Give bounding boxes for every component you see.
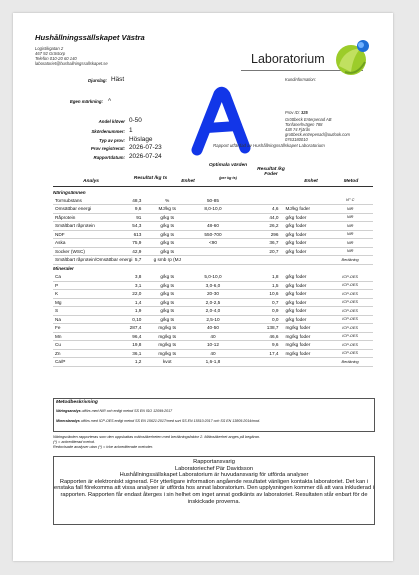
cell-enhet: g/kg ts: [144, 239, 190, 248]
report-issued-by: Rapport utfärdad av Hushållningssällskapet Laboratorium: [213, 143, 325, 148]
cell-metod: ICP-OES: [327, 332, 373, 341]
org-email[interactable]: laboratoriet@hushallningssallskapet.se: [35, 61, 108, 66]
cell-metod: ICP-OES: [327, 324, 373, 333]
cell-metod: NIR: [327, 213, 373, 222]
table-group-header: [53, 188, 373, 197]
cell-analys: Ca: [53, 273, 99, 281]
prov-id-label: Prov ID:: [285, 110, 300, 115]
results-table: [53, 188, 373, 367]
cell-enhet-foder: g/kg foder: [282, 239, 328, 248]
cell-analys: Mn: [53, 332, 99, 341]
table-row: [53, 349, 373, 358]
cell-metod: Beräkning: [327, 358, 373, 367]
cell-analys: Socker (WSC): [53, 247, 99, 256]
cell-analys: Omsättbar energi: [53, 205, 99, 214]
cell-resultat-ts: 75,9: [99, 239, 145, 248]
org-address-line: Logistikgatan 2: [35, 46, 64, 51]
cell-enhet-foder: g/kg foder: [282, 298, 328, 307]
table-header-rule: [53, 186, 373, 187]
table-row: [53, 341, 373, 350]
cell-resultat-foder: 9,6: [236, 341, 282, 350]
customer-city: 438 74 Fjärås: [285, 127, 311, 132]
cell-metod: ICP-OES: [327, 273, 373, 281]
cell-analys: Råprotein: [53, 213, 99, 222]
cell-metod: ICP-OES: [327, 307, 373, 316]
cell-enhet: MJ/kg ts: [144, 205, 190, 214]
cell-optimala: 8,0-10,0: [190, 205, 236, 214]
lab-title: Laboratorium: [251, 52, 325, 66]
cell-analys: Smältbart råprotein/Omsättbar energi: [55, 257, 133, 263]
cell-analys: Torrsubstans: [53, 197, 99, 205]
egen-markning-value: A: [108, 97, 112, 102]
cell-enhet: g/kg ts: [144, 290, 190, 299]
cell-enhet: g/kg ts: [144, 307, 190, 316]
table-row: [53, 273, 373, 281]
cell-resultat-foder: 0,0: [236, 315, 282, 324]
cell-enhet-foder: g/kg foder: [282, 290, 328, 299]
cell-metod: NIR: [327, 222, 373, 231]
col-resultat-foder: Resultat /kg Foder: [257, 167, 285, 178]
col-metod: Metod: [343, 179, 359, 184]
cell-optimala: 2,0-2,5: [190, 298, 236, 307]
andel-klover-value: 0-50: [129, 117, 142, 124]
cell-resultat-foder: 138,7: [236, 324, 282, 333]
rapportdatum-label: Rapportdatum:: [93, 155, 125, 160]
table-row: [53, 332, 373, 341]
customer-street: Tonfanerhvägen 788: [285, 122, 323, 127]
cell-enhet: g/kg ts: [144, 247, 190, 256]
cell-enhet-foder: g/kg foder: [282, 230, 328, 239]
note-line: (*) = ackrediterad metod.: [53, 440, 95, 444]
cell-enhet-foder: [282, 358, 328, 367]
table-row: [53, 222, 373, 231]
sign-name: Laboratoriechef Pär Davidsson: [174, 465, 254, 472]
method-nir-text: utförs med NIR och enligt metod SS EN ISO 12099:2017: [81, 409, 173, 413]
org-phone: Telefon 010-20 60 140: [35, 56, 77, 61]
cell-metod: Beräkning: [327, 256, 373, 265]
cell-resultat-foder: [236, 197, 282, 205]
cell-resultat-ts: 3,1: [99, 281, 145, 290]
cell-enhet-foder: [282, 256, 328, 265]
cell-resultat-foder: 0,9: [236, 307, 282, 316]
cell-optimala: 10-12: [190, 341, 236, 350]
andel-klover-label: Andel klöver: [98, 119, 125, 124]
cell-enhet-foder: g/kg foder: [282, 222, 328, 231]
cell-enhet: mg/kg ts: [144, 332, 190, 341]
cell-metod: ICP-OES: [327, 349, 373, 358]
cell-optimala: [190, 256, 236, 265]
cell-optimala: 5,0-10,0: [190, 273, 236, 281]
cell-enhet-foder: MJ/kg foder: [282, 205, 328, 214]
cell-resultat-ts: 3,8: [99, 273, 145, 281]
col-resultat-ts: Resultat /kg ts: [133, 176, 168, 181]
method-title: Metodbeskrivning: [56, 400, 98, 405]
table-row: [53, 281, 373, 290]
sign-title: Rapportansvarig: [193, 459, 235, 465]
cell-optimala: [190, 213, 236, 222]
cell-analys: K: [53, 290, 99, 299]
cell-metod: NIR: [327, 239, 373, 248]
group-title: Näringsämnen: [53, 189, 86, 195]
cell-enhet-foder: mg/kg foder: [282, 341, 328, 350]
skordenummer-label: Skördenummer:: [91, 129, 125, 134]
typ-av-prov-label: Typ av prov:: [99, 138, 125, 143]
table-row: [53, 205, 373, 214]
cell-resultat-foder: 4,6: [236, 205, 282, 214]
cell-resultat-foder: 26,2: [236, 222, 282, 231]
note-line: Redovisade analyser utan (*) = icke ackrediterade metoder.: [53, 445, 154, 449]
cell-optimala: 20-30: [190, 290, 236, 299]
report-notes: [53, 435, 260, 450]
cell-resultat-foder: 36,7: [236, 239, 282, 248]
djurslag-label: Djurslag:: [87, 78, 107, 83]
cell-metod: ICP-OES: [327, 298, 373, 307]
cell-analys: Smältbart råprotein: [53, 222, 99, 231]
table-row: [53, 256, 373, 265]
table-row: [53, 213, 373, 222]
prov-registrerat-label: Prov registrerat:: [90, 146, 125, 151]
cell-analys: S: [53, 307, 99, 316]
org-name: Hushållningssällskapet Västra: [35, 33, 145, 42]
cell-resultat-foder: [236, 358, 282, 367]
cell-optimala: 40: [190, 349, 236, 358]
method-mineral-label: Mineralanalys: [56, 419, 80, 423]
prov-id-value: 325: [301, 110, 308, 115]
cell-resultat-foder: 1,5: [236, 281, 282, 290]
signature-box: [53, 456, 375, 525]
cell-optimala: 2,5-10: [190, 315, 236, 324]
method-mineral-text: utförs med ICP-OES enligt metod SS EN 15621:2017/med surt SS EN 15510:2017 och SS EN 13805:2014/mod.: [80, 419, 261, 423]
cell-resultat-ts: 54,3: [99, 222, 145, 231]
report-page: [13, 13, 393, 561]
djurslag-value: Häst: [111, 76, 125, 83]
cell-resultat-ts: 287,4: [99, 324, 145, 333]
cell-resultat-ts: 1,9: [99, 307, 145, 316]
col-analys: Analys: [82, 179, 100, 184]
note-line: Näringsvärden rapporteras som den uppskattas mätosäkerheten med beräkningsfaktor 2. Mätosäkerhet anges på begäran.: [53, 435, 261, 439]
cell-resultat-ts: 91: [99, 213, 145, 222]
cell-analys: Fe: [53, 324, 99, 333]
cell-enhet-foder: g/kg foder: [282, 213, 328, 222]
table-group-header: [53, 264, 373, 273]
cell-analys: P: [53, 281, 99, 290]
cell-enhet-foder: g/kg foder: [282, 247, 328, 256]
col-optimala-sub: (per kg ts): [219, 176, 237, 180]
cell-resultat-ts: 1,4: [99, 298, 145, 307]
table-row: [53, 230, 373, 239]
cell-optimala: 1,6-1,8: [190, 358, 236, 367]
cell-optimala: [190, 247, 236, 256]
cell-resultat-foder: 0,7: [236, 298, 282, 307]
org-address-line: 467 92 Grästorp: [35, 51, 66, 56]
cell-enhet-foder: mg/kg foder: [282, 332, 328, 341]
cell-metod: Vi° C: [327, 197, 373, 205]
cell-resultat-ts: 613: [99, 230, 145, 239]
cell-optimala: 50-85: [190, 197, 236, 205]
table-row: [53, 290, 373, 299]
method-nir-label: Näringsanalys: [56, 409, 81, 413]
cell-enhet: g/kg ts: [144, 213, 190, 222]
cell-metod: NIR: [327, 230, 373, 239]
cell-enhet: %: [144, 197, 190, 205]
cell-enhet-foder: g/kg foder: [282, 307, 328, 316]
rapportdatum-value: 2026-07-24: [129, 153, 162, 160]
cell-analys: Ca/P: [53, 358, 99, 367]
col-enhet: Enhet: [181, 179, 195, 184]
cell-optimala: 48-60: [190, 222, 236, 231]
table-row: [53, 239, 373, 248]
cell-enhet-foder: mg/kg foder: [282, 324, 328, 333]
cell-enhet-foder: g/kg foder: [282, 315, 328, 324]
table-row: [53, 247, 373, 256]
cell-resultat-ts: 22,0: [99, 290, 145, 299]
cell-enhet: g/kg ts: [144, 222, 190, 231]
col-optimala: Optimala värden: [208, 163, 248, 168]
kundinfo-label: Kundinformation:: [285, 77, 316, 82]
cell-enhet: mg/kg ts: [144, 349, 190, 358]
cell-enhet: g/kg ts: [144, 273, 190, 281]
cell-optimala: 550-700: [190, 230, 236, 239]
skordenummer-value: 1: [129, 127, 133, 134]
method-description-box: [53, 398, 375, 432]
customer-phone: 0763180010: [285, 137, 308, 142]
sign-line: inskickade proverna.: [187, 498, 241, 505]
cell-metod: NIR: [327, 205, 373, 214]
cell-resultat-ts: 1,2: [99, 358, 145, 367]
cell-resultat-ts: 36,1: [99, 349, 145, 358]
cell-enhet: g/kg ts: [144, 315, 190, 324]
cell-enhet: mg/kg ts: [144, 341, 190, 350]
col-enhet-foder: Enhet: [304, 179, 318, 184]
cell-enhet: g/kg ts: [144, 230, 190, 239]
cell-enhet: mg/kg ts: [144, 324, 190, 333]
cell-enhet: g/kg ts: [144, 281, 190, 290]
table-row: [53, 307, 373, 316]
cell-resultat-ts: 5,7: [99, 256, 145, 265]
cell-resultat-foder: 296: [236, 230, 282, 239]
cell-metod: NIR: [327, 247, 373, 256]
cell-metod: ICP-OES: [327, 281, 373, 290]
cell-resultat-ts: 42,9: [99, 247, 145, 256]
cell-enhet-foder: [282, 197, 328, 205]
table-row: [53, 315, 373, 324]
cell-enhet-foder: g/kg foder: [282, 281, 328, 290]
table-row: [53, 197, 373, 205]
cell-resultat-foder: 10,6: [236, 290, 282, 299]
sign-line: Hushållningssällskapet Laboratorium är huvudansvarig för utförda analyser: [119, 472, 309, 479]
cell-resultat-foder: 46,6: [236, 332, 282, 341]
sign-line: enstaka fall förekomma att vissa analyser är utförda hos annat laboratorium. Den upplysningen kommer då att vara inkluderad i: [54, 485, 374, 492]
cell-enhet: g smb rp (MJ: [144, 256, 190, 265]
group-title: Mineraler: [53, 266, 74, 272]
cell-metod: ICP-OES: [327, 341, 373, 350]
cell-optimala: 40-50: [190, 324, 236, 333]
prov-registrerat-value: 2026-07-23: [129, 144, 162, 151]
table-row: [53, 324, 373, 333]
sign-line: rapporten. Rapporten får endast återges i sin helhet om inget annat godkänts av laboratoriet. Resultaten står enbart för de: [60, 491, 368, 498]
cell-optimala: 2,0-4,0: [190, 307, 236, 316]
egen-markning-label: Egen märkning:: [69, 99, 103, 104]
cell-analys: Zn: [53, 349, 99, 358]
cell-resultat-foder: 44,0: [236, 213, 282, 222]
cell-resultat-foder: [236, 256, 282, 265]
cell-resultat-foder: 20,7: [236, 247, 282, 256]
cell-optimala: 3,0-6,0: [190, 281, 236, 290]
cell-metod: ICP-OES: [327, 290, 373, 299]
cell-analys: Cu: [53, 341, 99, 350]
table-row: [53, 298, 373, 307]
cell-resultat-ts: 96,4: [99, 332, 145, 341]
method-nir-line: [56, 409, 172, 413]
cell-enhet-foder: g/kg foder: [282, 273, 328, 281]
cell-optimala: 40: [190, 332, 236, 341]
cell-analys: Aska: [53, 239, 99, 248]
cell-resultat-ts: 48,3: [99, 197, 145, 205]
cell-enhet: g/kg ts: [144, 298, 190, 307]
cell-resultat-ts: 19,8: [99, 341, 145, 350]
cell-optimala: <90: [190, 239, 236, 248]
lab-logo-icon: [331, 36, 373, 78]
cell-resultat-foder: 1,8: [236, 273, 282, 281]
cell-resultat-ts: 0,10: [99, 315, 145, 324]
cell-metod: ICP-OES: [327, 315, 373, 324]
cell-analys: Mg: [53, 298, 99, 307]
sign-line: Rapporten är elektroniskt signerad. För ytterligare information angående resultatet vänligen kontakta laboratoriet. Det kan i: [59, 478, 369, 485]
table-row: [53, 358, 373, 367]
cell-analys: NDF: [53, 230, 99, 239]
cell-analys: Na: [53, 315, 99, 324]
customer-email[interactable]: grottbeck.entrepenad@outlook.com: [285, 132, 350, 137]
customer-name: Gröttbeck Enterpenad AB: [285, 117, 332, 122]
cell-enhet: kvot: [144, 358, 190, 367]
cell-resultat-ts: 9,6: [99, 205, 145, 214]
cell-enhet-foder: mg/kg foder: [282, 349, 328, 358]
method-mineral-line: [56, 419, 260, 423]
typ-av-prov-value: Höslage: [129, 136, 153, 143]
cell-resultat-foder: 17,4: [236, 349, 282, 358]
